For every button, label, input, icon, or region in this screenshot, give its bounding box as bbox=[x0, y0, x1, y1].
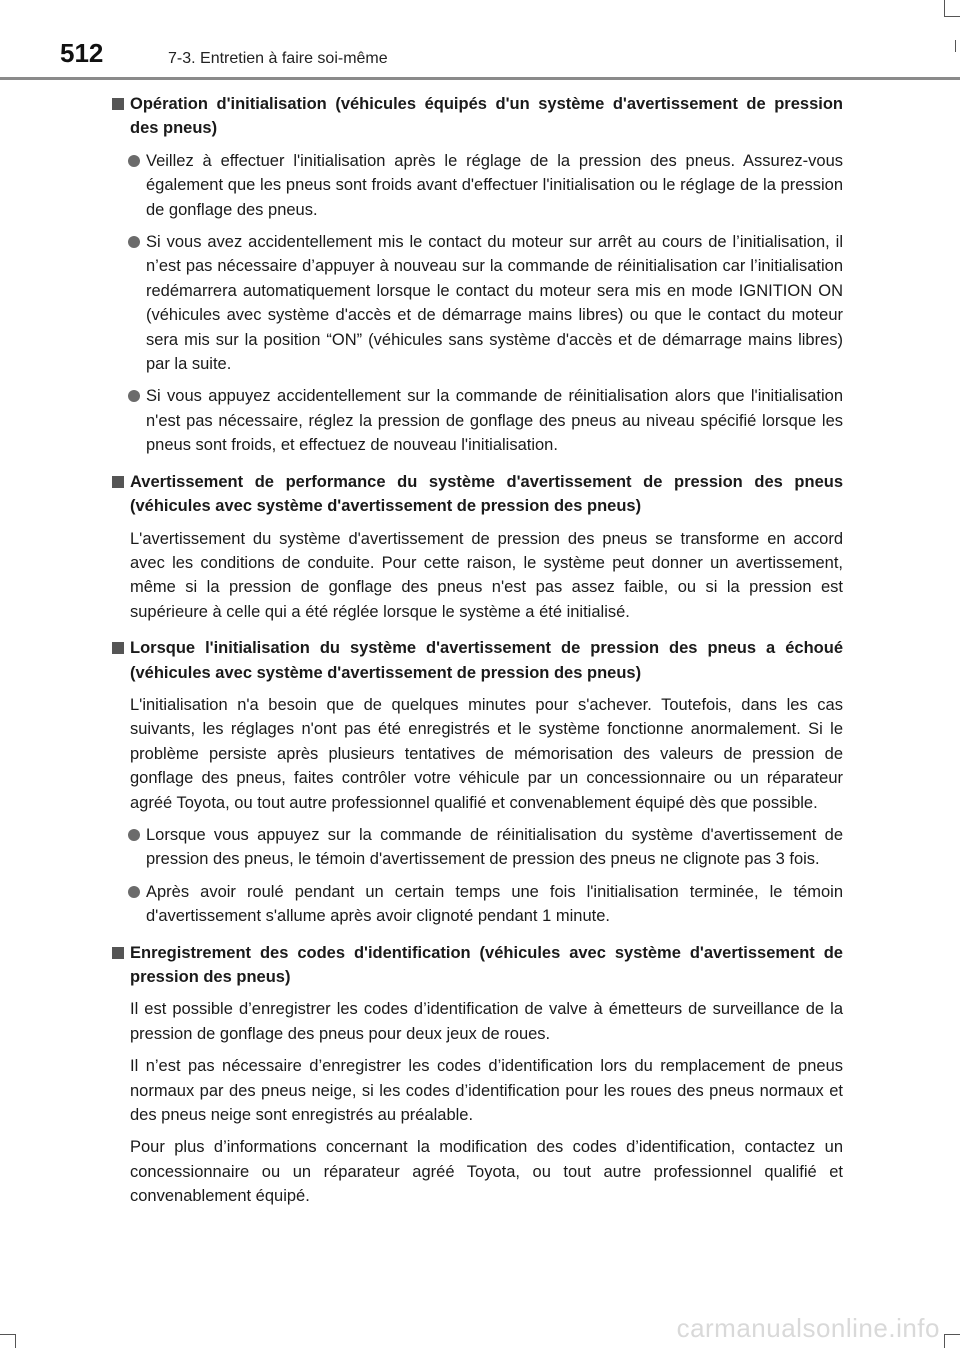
header-rule bbox=[0, 77, 960, 80]
crop-mark-right bbox=[955, 40, 956, 52]
section-heading-text: Enregistrement des codes d'identification (véhicules avec système d'avertissement de pression des pneus) bbox=[130, 943, 843, 986]
bullet-item bbox=[100, 823, 843, 872]
round-bullet-icon bbox=[128, 155, 140, 167]
crop-mark-top bbox=[944, 0, 945, 16]
section bbox=[100, 636, 843, 928]
round-bullet-icon bbox=[128, 390, 140, 402]
crop-mark-bottom-right bbox=[944, 1334, 945, 1348]
square-bullet-icon bbox=[112, 947, 124, 959]
section-heading-text: Opération d'initialisation (véhicules équipés d'un système d'avertissement de pression des pneus) bbox=[130, 95, 843, 138]
bullet-item bbox=[100, 384, 843, 457]
page-content bbox=[100, 92, 843, 1221]
chapter-title: 7-3. Entretien à faire soi-même bbox=[168, 50, 388, 67]
crop-mark-bottom-left bbox=[15, 1334, 16, 1348]
paragraph: L'initialisation n'a besoin que de quelques minutes pour s'achever. Toutefois, dans les cas suivants, les réglages n'ont pas été enregistrés et le système fonctionne anormalement. Si le problème persiste après plusieurs tentatives de mémorisation des valeurs de pression de gonflage des pneus, faites contrôler votre véhicule par un concessionnaire ou un réparateur agréé Toyota, ou tout autre professionnel qualifié et convenablement équipé dès que possible. bbox=[130, 695, 843, 812]
section-heading bbox=[100, 470, 843, 519]
bullet-item bbox=[100, 880, 843, 929]
square-bullet-icon bbox=[112, 642, 124, 654]
bullet-text: Si vous avez accidentellement mis le contact du moteur sur arrêt au cours de l’initialisation, il n’est pas nécessaire d’appuyer à nouveau sur la commande de réinitialisation car l’initialisation redémarrera automatiquement lorsque le contact du moteur sera mis en mode IGNITION ON (véhicules avec système d'accès et de démarrage mains libres) ou que le contact du moteur sera mis sur la position “ON” (véhicules sans système d'accès et de démarrage mains libres) par la suite. bbox=[146, 233, 843, 374]
paragraph: L'avertissement du système d'avertissement de pression des pneus se transforme en accord avec les conditions de conduite. Pour cette raison, le système peut donner un avertissement, même si la pression de gonflage des pneus n'est pas assez faible, ou si la pression est supérieure à celle qui a été réglée lorsque le système a été initialisé. bbox=[130, 529, 843, 621]
page-number: 512 bbox=[60, 38, 104, 68]
section-heading-text: Avertissement de performance du système d'avertissement de pression des pneus (véhicules avec système d'avertissement de pression des pneus) bbox=[130, 472, 843, 516]
round-bullet-icon bbox=[128, 236, 140, 248]
section-heading-text: Lorsque l'initialisation du système d'avertissement de pression des pneus a échoué (véhicules avec système d'avertissement de pression des pneus) bbox=[130, 639, 843, 682]
bullet-text: Veillez à effectuer l'initialisation après le réglage de la pression des pneus. Assurez-vous également que les pneus sont froids avant d'effectuer l'initialisation ou le réglage de la pression de gonflage des pneus. bbox=[146, 151, 843, 219]
round-bullet-icon bbox=[128, 886, 140, 898]
section bbox=[100, 92, 843, 458]
bullet-item bbox=[100, 230, 843, 376]
bullet-item bbox=[100, 149, 843, 222]
bullet-text: Si vous appuyez accidentellement sur la commande de réinitialisation alors que l'initialisation n'est pas nécessaire, réglez la pression de gonflage des pneus au niveau spécifié lorsque les pneus sont froids, et effectuez de nouveau l'initialisation. bbox=[146, 387, 843, 455]
crop-mark-bottom-right-h bbox=[944, 1334, 960, 1335]
bullet-text: Après avoir roulé pendant un certain temps une fois l'initialisation terminée, le témoin d'avertissement s'allume après avoir clignoté pendant 1 minute. bbox=[146, 882, 843, 926]
square-bullet-icon bbox=[112, 98, 124, 110]
square-bullet-icon bbox=[112, 476, 124, 488]
paragraph: Il n’est pas nécessaire d’enregistrer les codes d’identification lors du remplacement de pneus normaux par des pneus neige, si les codes d’identification pour les roues des pneus normaux et des pneus neige sont enregistrés au préalable. bbox=[130, 1057, 843, 1125]
section-heading bbox=[100, 636, 843, 685]
crop-mark-bottom-left-h bbox=[0, 1334, 15, 1335]
bullet-text: Lorsque vous appuyez sur la commande de réinitialisation du système d'avertissement de pression des pneus, le témoin d'avertissement de pression des pneus ne clignote pas 3 fois. bbox=[146, 825, 843, 869]
paragraph: Il est possible d’enregistrer les codes d’identification de valve à émetteurs de surveillance de la pression de gonflage des pneus pour deux jeux de roues. bbox=[130, 1000, 843, 1043]
round-bullet-icon bbox=[128, 829, 140, 841]
section-heading bbox=[100, 941, 843, 990]
paragraph: Pour plus d’informations concernant la modification des codes d’identification, contactez un concessionnaire ou un réparateur agréé Toyota, ou tout autre professionnel qualifié et convenablement équipé. bbox=[130, 1138, 843, 1206]
section bbox=[100, 470, 843, 624]
section bbox=[100, 941, 843, 1209]
watermark: carmanualsonline.info bbox=[676, 1313, 940, 1343]
section-heading bbox=[100, 92, 843, 141]
crop-mark-top-h bbox=[944, 16, 960, 17]
